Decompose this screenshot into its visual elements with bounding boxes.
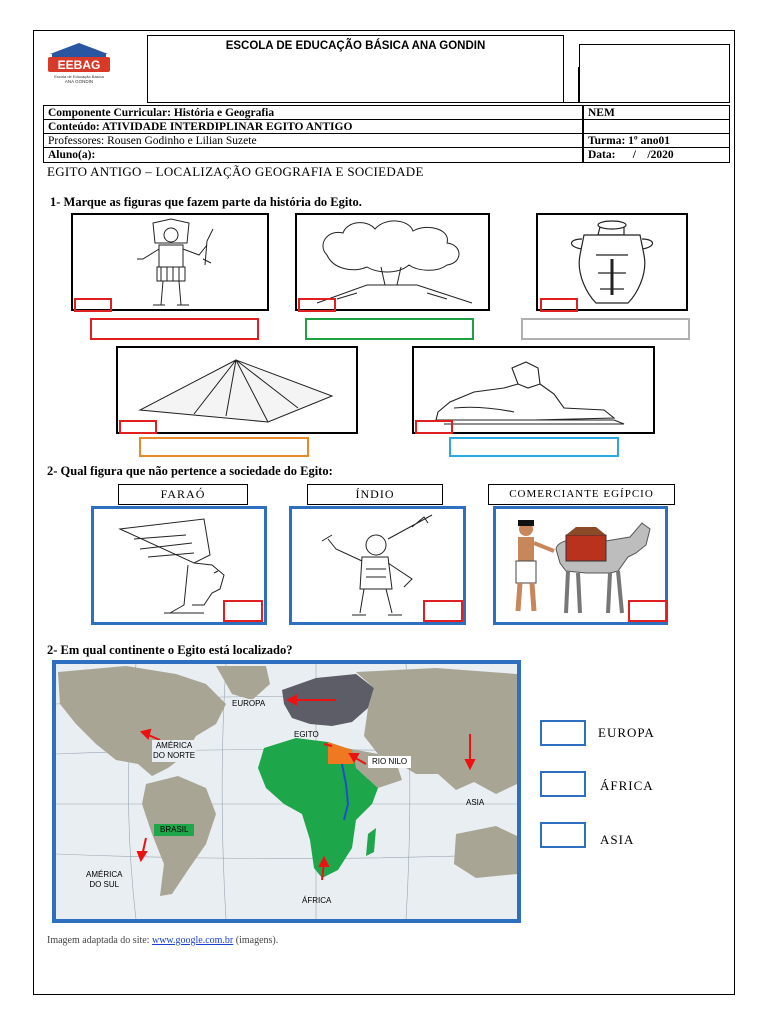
row-student <box>43 147 583 163</box>
row-content-right <box>583 119 730 134</box>
answer-box-2[interactable] <box>305 318 474 340</box>
question-3: 2- Em qual continente o Egito está localizado? <box>47 643 293 657</box>
option-label-europa: EUROPA <box>598 725 655 740</box>
answer-box-3[interactable] <box>521 318 690 340</box>
label-comerciante: COMERCIANTE EGÍPCIO <box>488 484 675 505</box>
map-label-brasil: BRASIL <box>154 824 194 836</box>
row-content <box>43 119 583 134</box>
row-teachers <box>43 133 583 148</box>
option-label-asia: ASIA <box>600 832 635 847</box>
svg-text:EEBAG: EEBAG <box>57 58 101 72</box>
svg-text:ANA GONDIN: ANA GONDIN <box>64 79 94 84</box>
row-date <box>583 147 730 163</box>
caption-suffix: (imagens). <box>233 935 279 946</box>
row-component-right <box>583 105 730 120</box>
answer-box-5[interactable] <box>449 437 619 457</box>
svg-text:Escola de Educação Básica: Escola de Educação Básica <box>54 74 104 79</box>
caption-prefix: Imagem adaptada do site: <box>47 935 152 946</box>
volcano-image <box>295 213 490 311</box>
class-label: Turma: 1º ano01 <box>588 135 670 147</box>
student-label: Aluno(a): <box>48 149 96 161</box>
map-label-america-sul: AMÉRICA DO SUL <box>86 870 123 889</box>
school-name: ESCOLA DE EDUCAÇÃO BÁSICA ANA GONDIN <box>225 40 486 52</box>
option-box-europa[interactable] <box>540 720 586 746</box>
label-indio: ÍNDIO <box>307 484 443 505</box>
map-label-rio-nilo: RIO NILO <box>368 756 411 768</box>
checkbox-farao[interactable] <box>223 600 263 622</box>
map-label-asia: ASIA <box>466 798 485 807</box>
component-label: Componente Curricular: História e Geografia <box>48 107 275 119</box>
row-class <box>583 133 730 148</box>
row-component <box>43 105 583 120</box>
option-box-asia[interactable] <box>540 822 586 848</box>
image-caption <box>47 935 278 946</box>
header-inner-box <box>147 67 579 103</box>
content-label: Conteúdo: ATIVIDADE INTERDIPLINAR EGITO ANTIGO <box>48 121 353 133</box>
checkbox-vase[interactable] <box>540 298 578 312</box>
header-right-cell <box>579 44 730 103</box>
label-farao: FARAÓ <box>118 484 248 505</box>
main-title: EGITO ANTIGO – LOCALIZAÇÃO GEOGRAFIA E SOCIEDADE <box>47 164 424 179</box>
answer-box-1[interactable] <box>90 318 259 340</box>
map-label-africa: ÁFRICA <box>302 896 332 905</box>
world-map <box>52 660 521 923</box>
map-label-egito: EGITO <box>294 730 319 739</box>
option-label-africa: ÁFRICA <box>600 778 654 793</box>
answer-box-4[interactable] <box>139 437 309 457</box>
teachers-label: Professores: Rousen Godinho e Lilian Suzete <box>48 135 257 147</box>
pharaoh-image <box>71 213 269 311</box>
question-1: 1- Marque as figuras que fazem parte da história do Egito. <box>50 195 362 209</box>
option-box-africa[interactable] <box>540 771 586 797</box>
question-2: 2- Qual figura que não pertence a sociedade do Egito: <box>47 464 333 478</box>
map-label-europa: EUROPA <box>232 699 266 708</box>
level-value: NEM <box>588 107 615 119</box>
checkbox-sphinx[interactable] <box>415 420 453 434</box>
vase-image <box>536 213 688 311</box>
caption-link[interactable]: www.google.com.br <box>151 935 234 946</box>
checkbox-indio[interactable] <box>423 600 463 622</box>
checkbox-comerciante[interactable] <box>628 600 668 622</box>
checkbox-pyramid[interactable] <box>119 420 157 434</box>
info-table <box>43 105 730 163</box>
date-label: Data: / /2020 <box>588 149 674 161</box>
checkbox-pharaoh[interactable] <box>74 298 112 312</box>
school-logo <box>42 40 116 86</box>
map-label-america-norte: AMÉRICA DO NORTE <box>153 741 196 760</box>
checkbox-volcano[interactable] <box>298 298 336 312</box>
